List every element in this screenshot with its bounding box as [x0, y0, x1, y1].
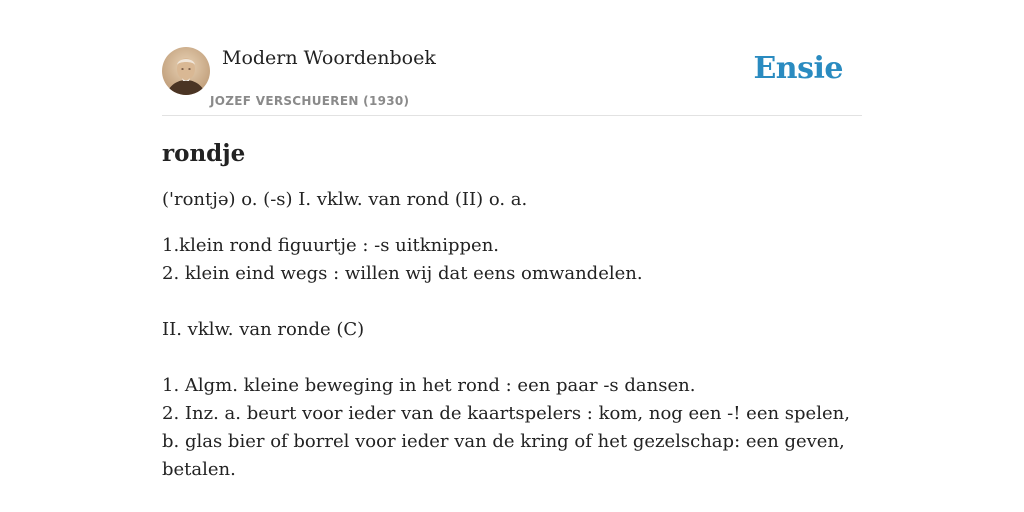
- ensie-logo[interactable]: Ensie: [753, 51, 843, 86]
- author-portrait-icon-graphic: [162, 47, 210, 95]
- entry-card: [162, 0, 862, 512]
- line-spacer: [162, 288, 862, 316]
- line-spacer: [162, 344, 862, 372]
- definition-line: 2. Inz. a. beurt voor ieder van de kaartspelers : kom, nog een -! een spelen, b. glas bier of borrel voor ieder van de kring of het gezelschap: een geven, betalen.: [162, 403, 850, 480]
- entry-content: [162, 138, 862, 484]
- book-title[interactable]: Modern Woordenboek: [222, 47, 436, 69]
- definition-block: [162, 232, 862, 484]
- author-name: JOZEF VERSCHUEREN (1930): [210, 94, 410, 108]
- headword: rondje: [162, 140, 246, 167]
- author-portrait-icon[interactable]: [162, 47, 210, 95]
- definition-line: II. vklw. van ronde (C): [162, 319, 365, 340]
- definition-line: 1. Algm. kleine beweging in het rond : een paar -s dansen.: [162, 375, 696, 396]
- dictionary-header: [162, 0, 862, 116]
- pronunciation: ('rontjə) o. (-s) I. vklw. van rond (II) o. a.: [162, 189, 528, 210]
- definition-line: 1.klein rond figuurtje : -s uitknippen.: [162, 235, 500, 256]
- definition-line: 2. klein eind wegs : willen wij dat eens omwandelen.: [162, 263, 643, 284]
